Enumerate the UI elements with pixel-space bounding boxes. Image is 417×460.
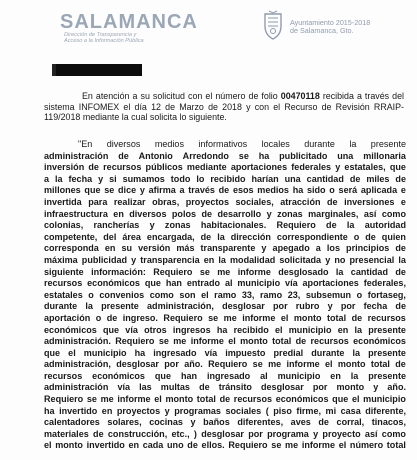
quote-line: el monto invertido en cada uno de ellos. Requiero se me informe el número total	[44, 440, 406, 451]
city-hall-title: Ayuntamiento 2015-2018	[290, 18, 371, 27]
quote-line: invertida para realizar obras, proyectos sociales, atracción de inversiones e	[44, 196, 406, 207]
quote-line: administración. Requiero se me informe el monto total de recursos económicos	[44, 336, 406, 347]
quote-line: Requiero se me informe el monto total de recursos económicos que el municipio	[44, 394, 406, 405]
city-hall-label	[290, 19, 410, 36]
quote-line: ha invertido en proyectos y programas sociales ( piso firme, mi casa diferente,	[44, 405, 406, 416]
city-hall-subtitle: de Salamanca, Gto.	[290, 26, 354, 36]
quote-line: administración, desglosar por año. Requiero se me informe el monto total de	[44, 359, 406, 370]
quote-line: económicos que vía otros ingresos ha recibido el municipio en la presente	[44, 324, 406, 335]
request-quote	[44, 139, 406, 452]
quote-line: durante la presente administración, desglosar por rubro y por fecha de	[44, 301, 406, 312]
org-name: SALAMANCA	[60, 11, 198, 33]
folio-number: 00470118	[280, 91, 320, 101]
quote-line: estatales o convenios como son el ramo 33, ramo 23, subsemun o fortaseg,	[44, 289, 406, 300]
quote-line: corresponda en su versión más transparente y apegado a los principios de	[44, 243, 406, 254]
intro-part1: En atención a su solicitud con el número de folio	[82, 91, 281, 101]
quote-line: administración de Antonio Arredondo se ha publicitado una millonaria	[44, 150, 406, 161]
intro-part2: recibida a través del sistema INFOMEX el día 12 de Marzo de 2018 y con el Recurso de Revisión RRAIP-119/2018 mediante la cual solicita lo siguiente.	[44, 91, 404, 123]
coat-of-arms-icon	[262, 10, 284, 40]
quote-line: aportación o de ingreso. Requiero se me informe el monto total de recursos	[44, 312, 406, 323]
quote-line: competente, del área encargada, de la dirección correspondiente o de quien	[44, 231, 406, 242]
quote-line: administración vía las multas de tránsito desglosar por monto y año.	[44, 382, 406, 393]
quote-line: "En diversos medios informativos locales durante la presente	[78, 139, 406, 149]
salamanca-logo	[60, 12, 200, 45]
quote-line: infraestructura en diversos polos de desarrollo y zonas marginales, así como	[44, 208, 406, 219]
quote-line: recursos económicos que han entrado al municipio vía aportaciones federales,	[44, 278, 406, 289]
org-subtitle: Dirección de Transparencia y Acceso a la Información Pública	[64, 32, 144, 45]
redacted-name-block	[52, 64, 142, 76]
quote-line: máxima publicidad y transparencia en la modalidad solicitada y no presencial la	[44, 254, 406, 265]
quote-line: inversión de recursos públicos mediante aportaciones federales y estatales, que	[44, 162, 406, 173]
quote-line: millones que se dice y afirma a través de esos medios ha sido o será aplicada e	[44, 185, 406, 196]
quote-line: colonias, rancherías y zonas habitacionales. Requiero de la autoridad	[44, 220, 406, 231]
quote-line: que el municipio ha ingresado vía impuesto predial durante la presente	[44, 347, 406, 358]
intro-paragraph	[44, 91, 404, 123]
quote-line: calentadores solares, cocinas y baños diferentes, aves de corral, tinacos,	[44, 417, 406, 428]
quote-line: siguiente información: Requiero se me informe desglosado la cantidad de	[44, 266, 406, 277]
quote-line: recursos económicos que han ingresado al municipio en la presente	[44, 370, 406, 381]
quote-line: materiales de construcción, etc., ) desglosar por programa y proyecto así como	[44, 428, 406, 439]
quote-line: a la fecha y si sumamos todo lo recibido harían una cantidad de miles de	[44, 173, 406, 184]
